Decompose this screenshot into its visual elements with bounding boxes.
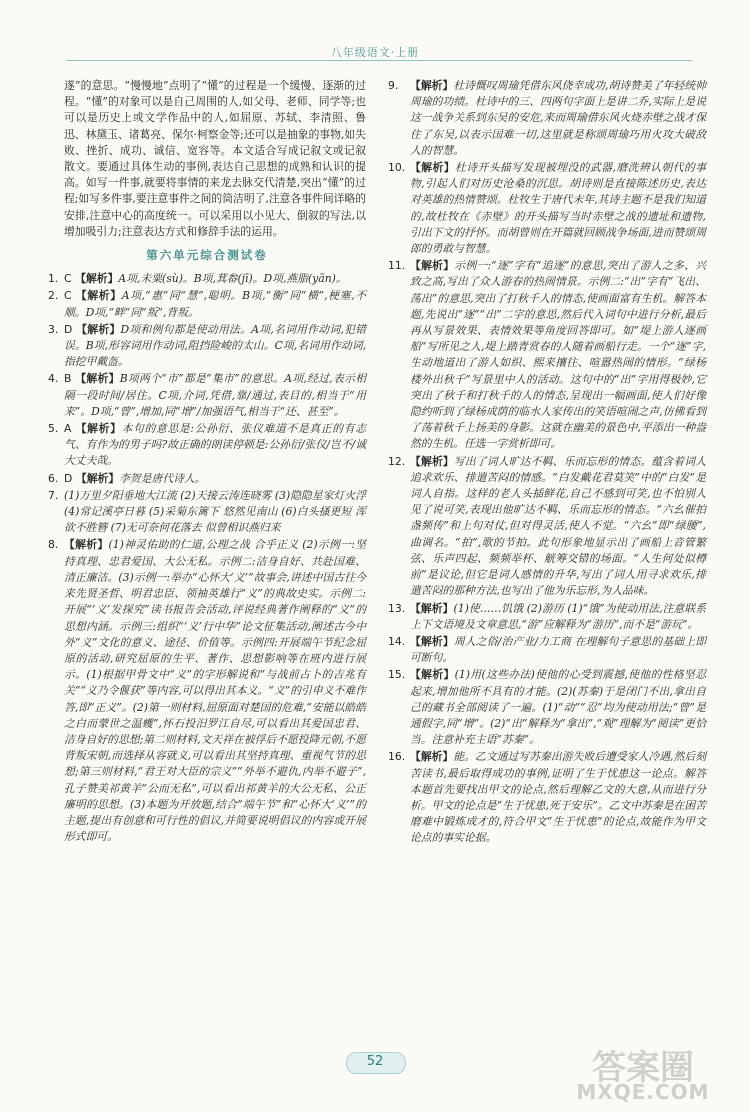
answer-text: 写出了词人旷达不羁、乐而忘形的情态。蕴含着词人追求欢乐、排遣苦闷的情感。“白发戴花君莫笑”中的“白发”是词人自指。这样的老人头插鲜花,自己不感到可笑,也不怕别人见了说可笑,表现出他旷达不羁、乐而忘形的情态。“六幺催拍盏频传”和上句对仗,但对得灵活,使人不觉。“六幺”即“绿腰”,曲调名。“拍”,歌的节拍。此句形象地显示出了画船上音管繁弦、乐声四起、频频举杯、觥筹交错的场面。“人生何处似樽前”是议论,但它是词人感情的升华,写出了词人用寻求欢乐,排遣苦闷的那种方法,也写出了他为乐忘形,为人品味。	[410, 454, 707, 598]
answer-item	[48, 488, 366, 537]
answer-item	[388, 749, 706, 846]
left-answer-list	[48, 271, 366, 845]
answer-text: 本句的意思是:公孙衍、张仪难道不是真正的有志气、有作为的男子吗?故正确的朗读停顿是:公孙衍/张仪/岂不/诚大丈夫哉。	[64, 422, 367, 468]
question-number: 8.	[48, 538, 59, 552]
answer-text: 能。乙文通过写苏秦出游失败后遭受家人冷遇,然后刻苦读书,最后取得成功的事例,证明了生于忧患这一论点。解答本题首先要找出甲文的论点,然后理解乙文的大意,从而进行分析。甲文的论点是“生于忧患,死于安乐”。乙文中苏秦是在困苦磨难中锻炼成才的,符合甲文“生于忧患”的论点,故能作为甲文论点的事实论据。	[410, 750, 706, 845]
question-number: 2.	[48, 289, 59, 303]
question-number: 1.	[48, 272, 59, 286]
answer-item	[48, 271, 366, 287]
answer-item	[388, 160, 706, 257]
answer-item	[48, 471, 366, 487]
watermark-url: MXQE.COM	[576, 1080, 710, 1104]
answer-text: B项两个“市”都是“集市”的意思。A项,经过,表示相隔一段时间/居住。C项,介词,凭借,靠/通过,表目的,相当于“用来”。D项,“曾”,增加,同“增”/加强语气,相当于“还、甚至”。	[64, 372, 366, 418]
answer-text: (1)使……饥饿 (2)游历 (1)“饿”为使动用法,注意联系上下文语境及文章意思,“游”应解释为“游历”,而不是“游玩”。	[410, 601, 707, 631]
answer-choice: A	[64, 422, 72, 436]
question-number: 14.	[388, 634, 406, 648]
answer-text: 周人之俗/治产业/力工商 在理解句子意思的基础上即可断句。	[410, 634, 706, 665]
answer-text: 杜诗开头描写发现被埋没的武器,磨洗辨认朝代的事物,引起人们对历史沧桑的沉思。胡诗则是直接陈述历史,表达对英雄的热情赞颂。杜牧生于唐代末年,其诗主题不是我们知道的,故杜牧在《赤壁》的开头描写当时赤壁之战的遗址和遗物,引出下文的抒怀。而胡曾则在开篇就回顾战争场面,进而赞颂周郎的勇敢与智慧。	[410, 161, 706, 256]
page-number-badge	[346, 1052, 404, 1072]
analysis-tag: 【解析】	[76, 322, 121, 336]
header-rule	[66, 60, 692, 61]
question-number: 9.	[388, 79, 399, 92]
answer-text: 李贺是唐代诗人。	[119, 471, 206, 485]
answer-item	[388, 454, 706, 600]
question-number: 6.	[48, 471, 59, 485]
right-column	[388, 78, 706, 848]
question-number: 10.	[388, 161, 406, 175]
answer-text: 示例一:“逐”字有“追逐”的意思,突出了游人之多、兴致之高,写出了众人游春的热闹情景。示例二:“出”字有“飞出、荡出”的意思,突出了打秋千人的情态,使画面富有生机。解答本题,先说出“逐”“出”二字的意思,然后代入词句中进行分析,最后再从写景效果、表情效果等角度回答即可。如“堤上游人逐画船”写所见之人,堤上踏青赏春的人随着画船行走。一个“逐”字,生动地道出了游人如织、熙来攘往、喧嚣热闹的情形。“绿杨楼外出秋千”写景里中人的活动。这句中的“出”字用得极妙,它突出了秋千和打秋千的人的情态,呈现出一幅画面,使人们好像隐约听到了绿杨成荫的临水人家传出的笑语喧闹之声,仿佛看到了荡着秋千上扬美的身影。这就在幽美的景色中,平添出一种盎然的生机。任选一字赏析即可。	[410, 259, 706, 451]
answer-choice: D	[64, 322, 73, 336]
question-number: 3.	[48, 322, 59, 336]
question-number: 11.	[388, 259, 406, 273]
left-column	[48, 78, 366, 846]
answer-choice: C	[64, 272, 72, 286]
analysis-tag: 【解析】	[75, 272, 119, 286]
answer-text: A项,“惠”同“慧”,聪明。B项,“衡”同“横”,梗塞,不顺。D项,“畔”同“叛”,背叛。	[64, 289, 366, 319]
answer-text: (1)万里夕阳垂地大江流 (2)天接云涛连晓雾 (3)隐隐星家灯火浮 (4)常记溪亭日暮 (5)采菊东篱下 悠然见南山 (6)白头搔更短 浑欲不胜簪 (7)无可奈何花落去 似曾相识燕归来	[64, 488, 366, 535]
answer-item	[388, 601, 706, 633]
answer-item	[388, 667, 706, 748]
page-header	[0, 0, 750, 66]
answer-item	[48, 288, 366, 320]
page-number: 52	[366, 1054, 384, 1069]
analysis-tag: 【解析】	[410, 259, 455, 273]
analysis-tag: 【解析】	[75, 289, 122, 303]
question-number: 12.	[388, 454, 406, 468]
answer-text: D项和例句都是使动用法。A项,名词用作动词,犯错误。B项,形容词用作动词,阻挡险峻的太山。C项,名词用作动词,指挖甲戴盔。	[64, 322, 367, 369]
analysis-tag: 【解析】	[75, 372, 120, 386]
right-answer-list	[388, 78, 706, 847]
answer-item	[388, 258, 706, 452]
header-title: 八年级语文·上册	[330, 46, 420, 59]
analysis-tag: 【解析】	[410, 79, 454, 92]
answer-item	[388, 634, 706, 666]
analysis-tag: 【解析】	[410, 750, 454, 764]
watermark-text: 答案圈	[592, 1048, 694, 1088]
question-number: 4.	[48, 372, 59, 386]
answer-choice: B	[64, 372, 72, 386]
answer-text: 杜诗慨叹周瑜凭借东风侥幸成功,胡诗赞美了年轻统帅周瑜的功绩。杜诗中的三、四两句字面上是讲二乔,实际上是说这一战争关系到东吴的安危,来而周瑜借东风火烧赤壁之战才保住了东吴,以表示国难一切,这里就是称颂周瑜巧用火攻大破敌人的智慧。	[410, 79, 706, 157]
essay-guidance-text: 遂”的意思。“慢慢地”点明了“懂”的过程是一个缓慢、逐渐的过程。“懂”的对象可以是自己周围的人,如父母、老师、同学等;也可以是历史上或文学作品中的人,如屈原、苏轼、李清照、鲁迅、林黛玉、诸葛亮、保尔·柯察金等;还可以是抽象的事物,如失败、挫折、成功、诚信、宽容等。本文适合写成记叙文或记叙散文。要通过具体生动的事例,表达自己思想的成熟和认识的提高。如写一件事,就要将事情的来龙去脉交代清楚,突出“懂”的过程;如写多件事,要注意事件之间的筒洁明了,注意各事件间详略的安排,注意中心的高度统一。可以采用以小见大、倒叙的写法,以增加吸引力;注意表达方式和修辞手法的运用。	[64, 79, 367, 238]
question-number: 16.	[388, 750, 406, 764]
question-number: 15.	[388, 668, 406, 682]
analysis-tag: 【解析】	[410, 634, 454, 648]
answer-item	[48, 421, 366, 470]
question-number: 5.	[48, 422, 59, 436]
question-number: 7.	[48, 488, 59, 502]
answer-text: (1)神灵佑助的仁道,公理之战 合乎正义 (2)示例一:坚持真理、忠君爱国、大公无私。示例二:洁身自好、共赴国难、清正廉洁。(3)示例一:举办“心怀大‘义’”故事会,讲述中国古往今来先贤圣哲、明君忠臣、领袖英雄行“义”的典故史实。示例二:开展“‘义’发探究”读书报告会活动,评说经典著作阐释的“义”的思想内涵。示例三:组织“‘义’行中华”论文征集活动,阐述古今中外“义”文化的意义、途径、价值等。示例四:开展端午节纪念屈原的活动,研究屈原的生平、著作、思想影响等在班内进行展示。(1)根据甲骨文中“义”的字形解说和“与战前占卜的吉兆有关”“义乃令偃获”等内容,可以得出其本义。“义”的引申义不难作答,即“正义”。(2)第一则材料,屈原面对楚国的危难,“安能以皓皓之白而蒙世之温蠖”,怀石投汨罗江自尽,可以看出其爱国忠君、洁身自好的思想;第二则材料,文天祥在被俘后不愿投降元朝,不愿背叛宋朝,而选择从容就义,可以看出其坚持真理、重视气节的思想;第三则材料,“君王对大臣的宗义”“外举不避仇,内举不避子”,孔子赞美祁黄羊“公而无私”,可以看出祁黄羊的大公无私、公正廉明的思想。(3)本题为开放题,结合“端午节”和“心怀大‘义’”的主题,提出有创意和可行性的倡议,并简要说明倡议的内容或开展形式即可。	[64, 538, 367, 844]
analysis-tag: 【解析】	[64, 538, 109, 552]
answer-item	[388, 78, 706, 159]
answer-text: (1)用(这些办法)使他的心受到震撼,使他的性格坚忍起来,增加他所不具有的才能。(2)(苏秦)于是闭门不出,拿出自己的藏书全部阅读了一遍。(1)“动”“忍”均为使动用法;“曾”是通假字,同“增”。(2)“出”解释为“拿出”,“观”理解为“阅读”更恰当。注意补充主语“苏秦”。	[410, 668, 707, 747]
answer-choice: D	[64, 471, 73, 485]
answer-choice: C	[64, 289, 72, 303]
analysis-tag: 【解析】	[410, 601, 454, 615]
answer-item	[48, 322, 366, 371]
answer-text: A项,未粟(sù)。B项,萁畚(jī)。D项,燕脂(yān)。	[118, 272, 347, 286]
analysis-tag: 【解析】	[75, 471, 120, 485]
watermark-logo	[548, 1040, 738, 1106]
answer-item	[48, 371, 366, 420]
analysis-tag: 【解析】	[410, 161, 456, 175]
section-title: 第六单元综合测试卷	[146, 248, 268, 263]
question-number: 13.	[388, 601, 406, 615]
analysis-tag: 【解析】	[410, 454, 454, 468]
answer-item	[48, 537, 366, 845]
analysis-tag: 【解析】	[75, 422, 122, 436]
analysis-tag: 【解析】	[410, 668, 455, 682]
